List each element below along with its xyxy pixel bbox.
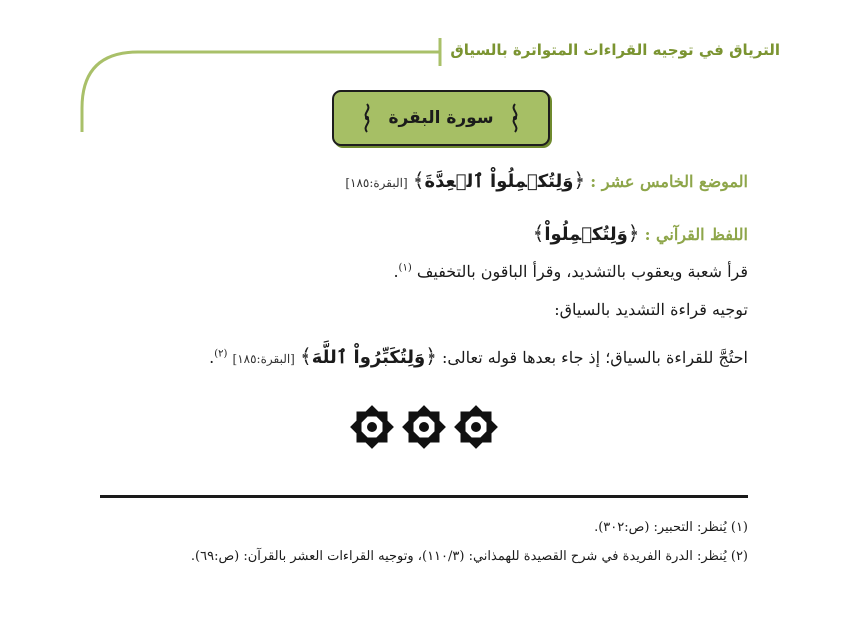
footnote-divider <box>100 495 748 498</box>
ornament-icon <box>508 103 522 133</box>
argument-ref: [البقرة:١٨٥] <box>232 352 295 366</box>
ornate-bracket-close-icon: ﴾ <box>299 344 312 368</box>
position-line <box>345 168 748 192</box>
octagram-star-icon <box>402 405 446 449</box>
ornate-bracket-open-icon: ﴿ <box>573 168 586 192</box>
footnote-marker: (١) <box>398 262 412 274</box>
ornate-bracket-close-icon: ﴾ <box>532 221 545 245</box>
footnote-2: (٢) يُنظر: الدرة الفريدة في شرح القصيدة للهمذاني: (١١٠/٣)، وتوجيه القراءات العشر بالقرآن: (ص:٦٩). <box>190 549 748 564</box>
position-label: الموضع الخامس عشر : <box>590 172 748 191</box>
ornament-icon <box>360 103 374 133</box>
argument-end: . <box>209 348 215 367</box>
surah-title-box <box>332 90 550 146</box>
ornate-bracket-close-icon: ﴾ <box>412 168 425 192</box>
argument-text: احتُجَّ للقراءة بالسياق؛ إذ جاء بعدها قوله تعالى: <box>442 348 748 367</box>
position-verse: وَلِتُكۡمِلُواْ ٱلۡعِدَّةَ <box>424 171 574 192</box>
footnote-1: (١) يُنظر: التحبير: (ص:٣٠٢). <box>594 520 748 535</box>
lafz-line <box>533 221 748 245</box>
readings-text: قرأ شعبة ويعقوب بالتشديد، وقرأ الباقون بالتخفيف <box>416 262 748 281</box>
lafz-label: اللفظ القرآني : <box>644 225 748 244</box>
running-title: الترياق في توجيه القراءات المتواترة بالسياق <box>450 41 780 59</box>
star-separator <box>350 405 498 449</box>
tawjih-heading: توجيه قراءة التشديد بالسياق: <box>554 300 748 319</box>
readings-end: . <box>393 262 399 281</box>
readings-line <box>393 262 748 281</box>
surah-title: سورة البقرة <box>388 108 494 128</box>
octagram-star-icon <box>454 405 498 449</box>
ornate-bracket-open-icon: ﴿ <box>627 221 640 245</box>
footnote-marker: (٢) <box>214 348 228 360</box>
argument-verse: وَلِتُكَبِّرُواْ ٱللَّهَ <box>311 347 426 368</box>
ornate-bracket-open-icon: ﴿ <box>425 344 437 368</box>
octagram-star-icon <box>350 405 394 449</box>
lafz-verse: وَلِتُكۡمِلُواْ <box>544 224 628 245</box>
position-ref: [البقرة:١٨٥] <box>345 176 408 190</box>
argument-line <box>209 344 748 368</box>
